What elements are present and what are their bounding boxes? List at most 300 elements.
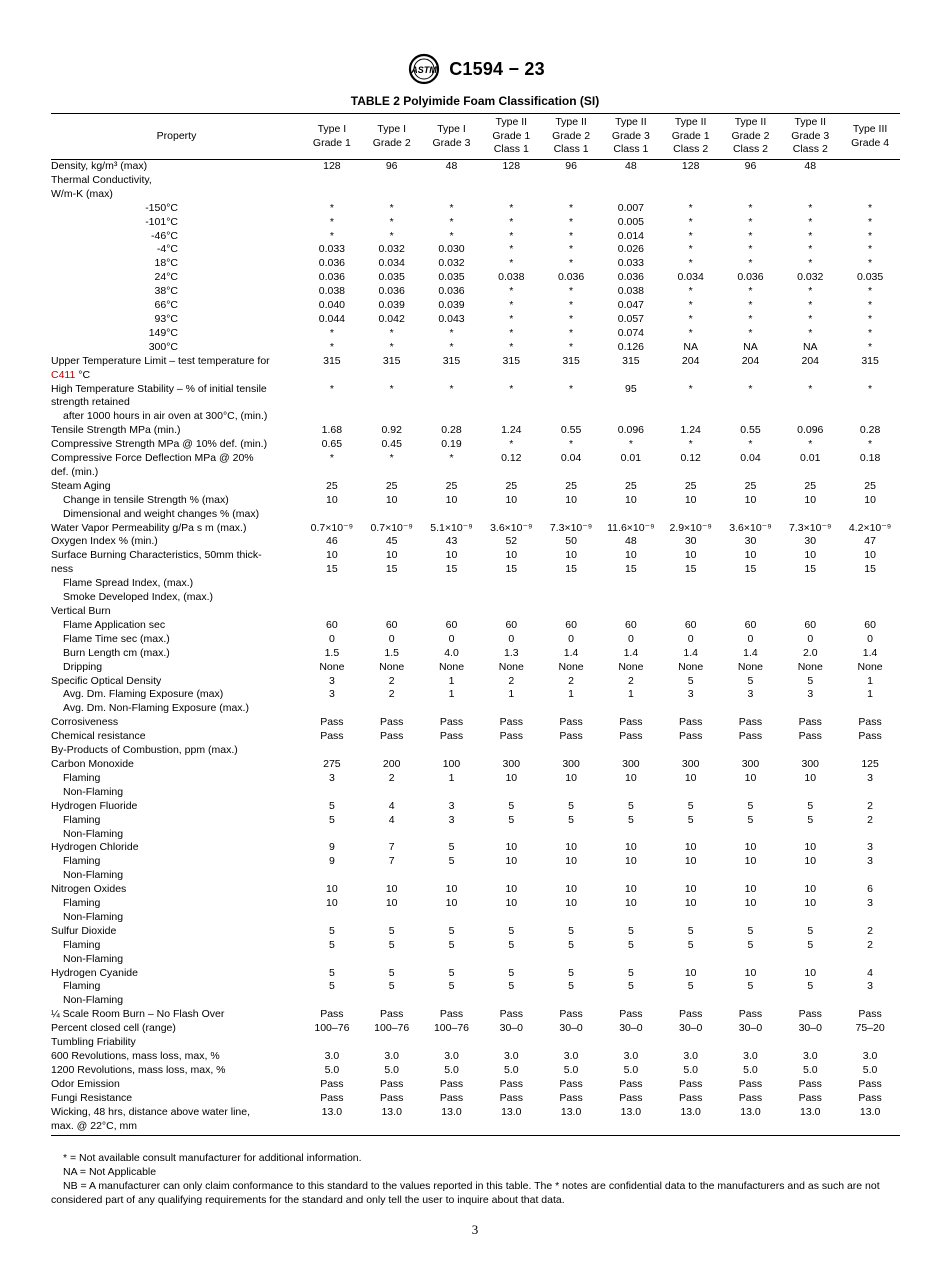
value-line: 15 xyxy=(684,563,697,576)
value-cell xyxy=(422,1022,482,1036)
property-label-text: Tensile Strength MPa (min.) xyxy=(51,424,181,437)
value-line: * xyxy=(748,243,753,256)
value-line: 10 xyxy=(625,549,637,562)
value-cell xyxy=(780,925,840,967)
value-line: * xyxy=(628,438,633,451)
value-cell xyxy=(840,271,900,285)
value-cell xyxy=(422,758,482,800)
value-line: 10 xyxy=(625,855,637,868)
value-line: Pass xyxy=(439,1091,464,1104)
value-cell xyxy=(661,1050,721,1064)
value-line: 13.0 xyxy=(560,1105,582,1118)
value-line: * xyxy=(509,215,514,228)
value-line: 0 xyxy=(388,632,395,645)
value-cell xyxy=(481,480,541,522)
value-cell xyxy=(840,313,900,327)
value-cell xyxy=(481,883,541,925)
property-label-line xyxy=(51,980,298,994)
table-row xyxy=(51,744,900,758)
value-cell xyxy=(541,1064,601,1078)
value-line: 0.007 xyxy=(617,201,645,214)
value-line: 25 xyxy=(565,479,577,492)
value-cell xyxy=(780,605,840,619)
value-line: * xyxy=(449,215,454,228)
value-cell xyxy=(661,758,721,800)
value-cell xyxy=(481,355,541,383)
property-label-line xyxy=(51,633,298,647)
value-line: 2 xyxy=(388,771,395,784)
value-line: * xyxy=(569,326,574,339)
table-row xyxy=(51,438,900,452)
value-cell xyxy=(780,619,840,633)
value-cell xyxy=(780,633,840,647)
value-line: 3.0 xyxy=(444,1050,459,1062)
value-line: 0.039 xyxy=(378,299,405,312)
value-cell xyxy=(541,1022,601,1036)
column-header-line: Type I xyxy=(437,122,466,135)
value-line: * xyxy=(449,340,454,353)
value-line: * xyxy=(569,299,574,312)
value-line: Pass xyxy=(738,1077,763,1090)
property-label-text: High Temperature Stability – % of initial tensile xyxy=(51,382,267,395)
property-label-line xyxy=(51,772,298,786)
value-line: 5 xyxy=(328,799,335,812)
value-cell xyxy=(302,1022,362,1036)
value-line: * xyxy=(868,215,873,228)
table-row xyxy=(51,535,900,549)
value-cell xyxy=(481,967,541,1009)
property-label-line xyxy=(51,855,298,869)
value-cell xyxy=(601,1078,661,1092)
value-line: 13.0 xyxy=(321,1105,343,1118)
property-label-line xyxy=(51,786,298,800)
value-line: 3 xyxy=(328,674,335,687)
value-line: 5 xyxy=(627,980,634,993)
value-cell xyxy=(422,355,482,383)
value-line: * xyxy=(569,215,574,228)
column-header xyxy=(481,114,541,160)
value-line: 5 xyxy=(568,924,574,937)
value-cell xyxy=(780,1092,840,1106)
property-cell xyxy=(51,605,302,619)
table-row xyxy=(51,647,900,661)
value-line: 10 xyxy=(684,771,697,784)
column-header-line: Grade 3 xyxy=(611,129,650,142)
value-line: 2 xyxy=(388,688,395,701)
value-line: Pass xyxy=(380,716,404,729)
value-line: 5 xyxy=(687,799,694,812)
value-cell xyxy=(302,243,362,257)
value-line: 5 xyxy=(747,980,754,993)
value-cell xyxy=(601,341,661,355)
property-label-line xyxy=(51,549,298,563)
value-line: 60 xyxy=(804,618,817,631)
value-cell xyxy=(481,452,541,480)
value-line: * xyxy=(449,326,454,339)
table-row xyxy=(51,299,900,313)
value-line: 10 xyxy=(565,771,577,784)
value-cell xyxy=(661,216,721,230)
value-cell xyxy=(481,716,541,730)
value-cell xyxy=(302,647,362,661)
column-header-line: Class 1 xyxy=(613,143,649,156)
property-cell xyxy=(51,216,302,230)
value-line: 10 xyxy=(684,855,697,868)
value-line: 0.014 xyxy=(617,229,645,242)
property-label-text: -101°C xyxy=(145,215,178,228)
value-cell xyxy=(302,605,362,619)
value-line: 10 xyxy=(385,493,398,506)
value-line: 0.45 xyxy=(381,438,402,451)
value-cell xyxy=(601,661,661,675)
value-cell xyxy=(840,883,900,925)
property-label-text: 24°C xyxy=(154,271,178,284)
property-cell xyxy=(51,160,302,202)
property-label-line xyxy=(51,675,298,689)
property-label-line xyxy=(51,1050,298,1064)
value-line: 0.032 xyxy=(378,243,405,256)
value-line: * xyxy=(688,438,693,451)
value-line: Pass xyxy=(380,1008,404,1021)
value-line: 5 xyxy=(687,813,694,826)
property-label-text: 18°C xyxy=(154,257,178,270)
value-cell xyxy=(721,730,781,744)
value-line: 10 xyxy=(385,897,398,910)
value-line: 5 xyxy=(568,799,574,812)
value-line: 5 xyxy=(508,924,515,937)
note-na: NA = Not Applicable xyxy=(63,1166,157,1178)
value-cell xyxy=(541,1092,601,1106)
property-label-text: Compressive Strength MPa @ 10% def. (min.) xyxy=(51,438,268,451)
value-line: 13.0 xyxy=(800,1105,821,1118)
value-line: 3 xyxy=(448,799,455,812)
value-line: 2 xyxy=(867,813,873,826)
value-cell xyxy=(302,202,362,216)
value-line: Pass xyxy=(798,1091,822,1104)
value-line: 60 xyxy=(625,618,637,631)
value-line: 10 xyxy=(565,493,577,506)
value-line: * xyxy=(509,326,514,339)
value-line: 10 xyxy=(625,897,637,910)
value-cell xyxy=(422,216,482,230)
value-cell xyxy=(481,633,541,647)
value-cell xyxy=(481,1064,541,1078)
property-label-text: Flaming xyxy=(63,813,101,826)
value-cell xyxy=(481,730,541,744)
value-cell xyxy=(481,1008,541,1022)
value-line: * xyxy=(688,312,693,325)
value-cell xyxy=(661,160,721,202)
property-label-line xyxy=(51,243,298,257)
value-cell xyxy=(840,1092,900,1106)
value-line: 60 xyxy=(505,618,518,631)
value-cell xyxy=(661,619,721,633)
value-line: 13.0 xyxy=(501,1105,522,1118)
table-row xyxy=(51,605,900,619)
value-cell xyxy=(780,730,840,744)
value-cell xyxy=(721,744,781,758)
property-label-text: 300°C xyxy=(148,340,178,353)
value-cell xyxy=(481,619,541,633)
property-label-text: Steam Aging xyxy=(51,479,111,492)
value-line: * xyxy=(868,340,873,353)
property-label-text: Wicking, 48 hrs, distance above water line, xyxy=(51,1105,251,1118)
value-line: 6 xyxy=(867,883,873,896)
property-cell xyxy=(51,313,302,327)
value-cell xyxy=(601,1022,661,1036)
value-line: 200 xyxy=(382,757,401,770)
value-line: 25 xyxy=(744,479,757,492)
value-line: 5 xyxy=(388,980,395,993)
column-header xyxy=(661,114,721,160)
value-cell xyxy=(840,299,900,313)
value-line: 0.126 xyxy=(617,340,645,353)
value-cell xyxy=(601,1092,661,1106)
property-label-text: 600 Revolutions, mass loss, max, % xyxy=(51,1050,220,1062)
value-cell xyxy=(661,675,721,717)
value-line: * xyxy=(389,452,394,465)
value-line: 3 xyxy=(448,813,455,826)
value-line: * xyxy=(329,340,334,353)
value-line: * xyxy=(748,326,753,339)
property-label-line xyxy=(51,605,298,619)
value-cell xyxy=(721,535,781,549)
value-line: Pass xyxy=(499,1091,523,1104)
table-row xyxy=(51,257,900,271)
value-cell xyxy=(661,299,721,313)
value-cell xyxy=(780,327,840,341)
value-cell xyxy=(780,841,840,883)
value-cell xyxy=(362,438,422,452)
value-cell xyxy=(780,271,840,285)
value-line: 60 xyxy=(385,618,398,631)
value-cell xyxy=(422,230,482,244)
property-label-text: Non-Flaming xyxy=(63,910,124,923)
value-cell xyxy=(780,257,840,271)
property-cell xyxy=(51,1008,302,1022)
value-line: 315 xyxy=(382,354,401,367)
property-label-line xyxy=(51,800,298,814)
value-line: * xyxy=(688,299,693,312)
value-line: 15 xyxy=(744,563,757,576)
value-cell xyxy=(601,549,661,605)
value-cell xyxy=(541,160,601,202)
value-line: * xyxy=(449,229,454,242)
value-cell xyxy=(721,327,781,341)
value-line: 10 xyxy=(864,493,876,506)
value-line: 0.035 xyxy=(378,271,405,284)
value-line: * xyxy=(329,452,334,465)
value-line: * xyxy=(808,229,813,242)
value-line: 10 xyxy=(625,883,637,896)
property-label-line xyxy=(51,911,298,925)
value-cell xyxy=(840,675,900,717)
value-cell xyxy=(840,647,900,661)
value-line: 96 xyxy=(385,160,398,172)
value-cell xyxy=(302,438,362,452)
property-label-text: max. @ 22°C, mm xyxy=(51,1119,138,1132)
value-cell xyxy=(721,216,781,230)
property-cell xyxy=(51,383,302,425)
value-cell xyxy=(481,758,541,800)
property-label-text: Dripping xyxy=(63,660,103,673)
value-line: 13.0 xyxy=(620,1105,642,1118)
property-label-text: 93°C xyxy=(154,312,178,325)
value-cell xyxy=(541,522,601,536)
value-line: 100–76 xyxy=(433,1022,470,1035)
table-title: TABLE 2 Polyimide Foam Classification (SI) xyxy=(350,94,600,108)
value-line: 1.5 xyxy=(324,646,340,659)
property-label-line xyxy=(51,953,298,967)
property-cell xyxy=(51,480,302,522)
value-line: 3 xyxy=(867,897,873,910)
table-row xyxy=(51,522,900,536)
value-cell xyxy=(840,522,900,536)
value-line: 4 xyxy=(388,799,395,812)
value-line: 0.036 xyxy=(318,257,346,270)
value-cell xyxy=(601,327,661,341)
property-label-text: Flaming xyxy=(63,980,101,993)
value-line: 5 xyxy=(388,966,395,979)
value-cell xyxy=(840,730,900,744)
value-cell xyxy=(780,758,840,800)
value-cell xyxy=(541,341,601,355)
value-cell xyxy=(721,299,781,313)
value-cell xyxy=(481,675,541,717)
value-line: 0.034 xyxy=(677,271,704,284)
value-line: 15 xyxy=(385,563,398,576)
value-cell xyxy=(840,230,900,244)
value-line: None xyxy=(438,660,465,673)
value-line: 5.0 xyxy=(444,1063,459,1076)
property-cell xyxy=(51,243,302,257)
value-line: * xyxy=(808,382,813,395)
value-cell xyxy=(721,883,781,925)
value-cell xyxy=(661,925,721,967)
value-line: 1.68 xyxy=(321,424,343,437)
value-cell xyxy=(780,1022,840,1036)
value-line: 10 xyxy=(565,897,577,910)
property-cell xyxy=(51,327,302,341)
value-line: * xyxy=(569,382,574,395)
value-cell xyxy=(601,716,661,730)
value-line: Pass xyxy=(619,730,643,743)
value-cell xyxy=(721,549,781,605)
property-cell xyxy=(51,633,302,647)
property-label-text: Compressive Force Deflection MPa @ 20% xyxy=(51,452,254,465)
table-row xyxy=(51,271,900,285)
value-cell xyxy=(302,1064,362,1078)
value-line: 3.0 xyxy=(324,1050,340,1062)
value-line: None xyxy=(618,660,644,673)
value-line: * xyxy=(688,285,693,298)
value-line: * xyxy=(868,285,873,298)
value-cell xyxy=(661,535,721,549)
value-line: 0 xyxy=(568,632,574,645)
value-line: 48 xyxy=(625,160,637,172)
value-cell xyxy=(840,160,900,202)
value-line: 95 xyxy=(625,382,637,395)
value-line: 0.044 xyxy=(318,312,346,325)
property-label-text: Flaming xyxy=(63,771,101,784)
value-line: 0.12 xyxy=(501,452,522,465)
property-label-text: Smoke Developed Index, (max.) xyxy=(63,591,213,604)
value-line: 10 xyxy=(445,897,458,910)
value-cell xyxy=(721,1106,781,1136)
property-label-line xyxy=(51,494,298,508)
value-cell xyxy=(541,535,601,549)
value-cell xyxy=(481,1022,541,1036)
column-header-line: Grade 1 xyxy=(312,136,351,149)
value-line: 43 xyxy=(445,535,458,548)
value-line: 10 xyxy=(804,855,817,868)
property-label-line xyxy=(51,535,298,549)
value-line: 15 xyxy=(445,563,458,576)
value-line: 25 xyxy=(804,479,817,492)
value-cell xyxy=(362,1078,422,1092)
property-label-line xyxy=(51,285,298,299)
value-cell xyxy=(661,716,721,730)
value-cell xyxy=(661,1008,721,1022)
value-cell xyxy=(601,675,661,717)
value-cell xyxy=(302,424,362,438)
property-cell xyxy=(51,1064,302,1078)
value-line: 4.0 xyxy=(444,646,459,659)
value-cell xyxy=(422,1106,482,1136)
value-line: * xyxy=(569,243,574,256)
standard-link[interactable]: C411 xyxy=(51,368,76,381)
table-row xyxy=(51,925,900,967)
value-line: 30 xyxy=(804,535,817,548)
value-cell xyxy=(601,216,661,230)
value-line: 0.04 xyxy=(560,452,582,465)
value-line: 5 xyxy=(687,938,694,951)
property-label-text: Surface Burning Characteristics, 50mm thick- xyxy=(51,549,262,562)
value-cell xyxy=(362,1092,422,1106)
value-cell xyxy=(541,1050,601,1064)
value-cell xyxy=(661,522,721,536)
column-header-line: Grade 4 xyxy=(851,136,890,149)
value-line: * xyxy=(868,257,873,270)
value-cell xyxy=(481,160,541,202)
property-cell xyxy=(51,1106,302,1136)
value-cell xyxy=(481,1092,541,1106)
value-cell xyxy=(840,549,900,605)
property-label-line xyxy=(51,424,298,438)
value-line: Pass xyxy=(320,1091,344,1104)
value-cell xyxy=(721,160,781,202)
value-cell xyxy=(362,883,422,925)
value-cell xyxy=(840,1064,900,1078)
property-label-line xyxy=(51,466,298,480)
value-cell xyxy=(302,633,362,647)
value-line: 4.2×10⁻⁹ xyxy=(848,521,892,534)
value-cell xyxy=(601,925,661,967)
value-line: 300 xyxy=(741,757,760,770)
property-label-text: Non-Flaming xyxy=(63,952,124,965)
value-line: 7 xyxy=(388,841,395,854)
value-cell xyxy=(661,257,721,271)
value-line: * xyxy=(808,326,813,339)
value-line: 5.0 xyxy=(862,1063,878,1076)
table-row xyxy=(51,1008,900,1022)
value-line: Pass xyxy=(798,1008,822,1021)
value-line: 5 xyxy=(508,966,515,979)
property-label-line xyxy=(51,994,298,1008)
value-cell xyxy=(362,925,422,967)
value-line: * xyxy=(389,340,394,353)
value-cell xyxy=(302,758,362,800)
